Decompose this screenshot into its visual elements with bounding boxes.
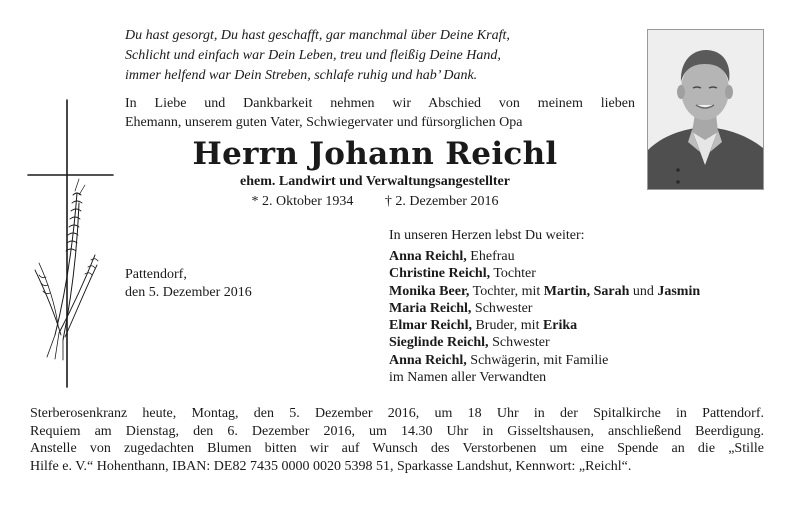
mourner-line [389,369,700,386]
notice-line: Sterberosenkranz heute, Montag, den 5. Dezember 2016, um 18 Uhr in der Spitalkirche in Pattendorf. [30,406,764,421]
mourner-relation: Schwester [488,335,550,351]
intro-text [125,94,635,132]
mourner-relation: und [629,283,658,299]
mourner-line [389,334,700,351]
portrait-photo [647,29,764,190]
mourner-name: Anna Reichl, [389,352,467,368]
intro-line: In Liebe und Dankbarkeit nehmen wir Abschied von meinem lieben [125,96,635,111]
poem-line: Du hast gesorgt, Du hast geschafft, gar manchmal über Deine Kraft, [125,28,510,43]
date: den 5. Dezember 2016 [125,285,252,300]
mourner-name: Monika Beer, [389,283,470,299]
mourner-line [389,283,700,300]
mourner-line [389,300,700,317]
mourner-relation: Tochter [490,266,536,282]
life-dates [125,194,625,210]
notice-line: Hilfe e. V.“ Hohenthann, IBAN: DE82 7435 0000 0020 5398 51, Sparkasse Landshut, Kennwort: „Reichl“. [30,458,632,474]
death-date: † 2. Dezember 2016 [384,194,499,209]
cross-with-wheat-icon [25,95,120,395]
mourner-line [389,317,700,334]
mourner-line [389,352,700,369]
place-date [125,266,252,302]
mourners-heading: In unseren Herzen lebst Du weiter: [389,228,585,243]
deceased-name: Herrn Johann Reichl [192,136,558,172]
mourner-name: Martin, Sarah [543,283,630,299]
mourner-relation: Schwester [471,300,533,316]
service-notice [30,405,764,475]
mourner-name: Anna Reichl, [389,249,467,264]
place: Pattendorf, [125,267,187,282]
mourner-name: Jasmin [657,283,701,299]
portrait-image [648,30,763,189]
mourner-name: Sieglinde Reichl, [389,335,489,351]
poem [125,26,645,86]
intro-line: Ehemann, unserem guten Vater, Schwiegervater und fürsorglichen Opa [125,115,523,130]
birth-date: * 2. Oktober 1934 [251,194,354,209]
mourner-name: Erika [542,318,578,334]
mourner-relation: Schwägerin, mit Familie [466,352,609,368]
mourner-name: Christine Reichl, [389,266,491,282]
mourner-line [389,248,700,265]
notice-line: Anstelle von zugedachten Blumen bitten wir auf Wunsch des Verstorbenen um eine Spende an die „Stille [30,441,764,456]
mourner-relation: Bruder, mit [471,318,543,334]
notice-line: Requiem am Dienstag, den 6. Dezember 2016, um 14.30 Uhr in Gisseltshausen, anschließend Beerdigung. [30,423,764,439]
poem-line: immer helfend war Dein Streben, schlafe ruhig und hab’ Dank. [125,68,478,83]
mourner-relation: Tochter, mit [469,283,544,299]
mourner-name: Maria Reichl, [389,300,472,316]
mourner-line [389,265,700,282]
mourner-relation: im Namen aller Verwandten [389,370,547,386]
mourner-relation: Ehefrau [466,249,515,264]
poem-line: Schlicht und einfach war Dein Leben, treu und fleißig Deine Hand, [125,48,501,63]
mourners-list [389,248,700,386]
mourner-name: Elmar Reichl, [389,318,472,334]
deceased-occupation: ehem. Landwirt und Verwaltungsangestellter [240,174,510,189]
